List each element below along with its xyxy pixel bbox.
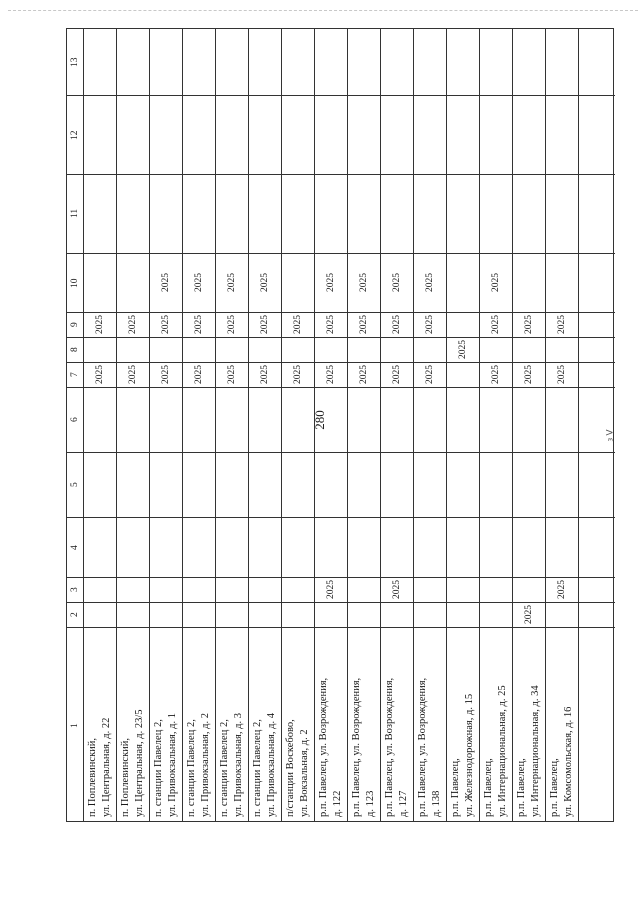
address-line-settlement: п/станции Воскебово, [284, 719, 296, 817]
column-header-1: 1 [70, 722, 80, 728]
cell-year-col-9: 2025 [391, 315, 402, 334]
cell-year-col-9: 2025 [226, 315, 237, 334]
cell-year-col-7: 2025 [127, 365, 138, 384]
cell-year-col-7: 2025 [391, 365, 402, 384]
cell-year-col-9: 2025 [127, 315, 138, 334]
address-line-settlement: р.п. Павелец, [548, 758, 560, 817]
cell-year-col-9: 2025 [94, 315, 105, 334]
margin-mark: з ᐯ [604, 429, 615, 442]
table-column-divider [67, 253, 615, 254]
address-line-settlement: п. станции Павелец 2, [185, 719, 197, 817]
table-column-divider [67, 337, 615, 338]
cell-year-col-2: 2025 [523, 605, 534, 624]
column-header-2: 2 [70, 612, 80, 617]
column-header-10: 10 [70, 278, 80, 288]
table-row-divider [413, 29, 414, 821]
cell-year-col-7: 2025 [490, 365, 501, 384]
address-line-street: д. 138 [430, 790, 442, 817]
cell-year-col-7: 2025 [523, 365, 534, 384]
address-line-street: ул. Привокзальная, д. 3 [232, 713, 244, 817]
cell-year-col-3: 2025 [325, 580, 336, 599]
address-line-street: ул. Центральная, д. 22 [100, 717, 112, 817]
cell-year-col-7: 2025 [94, 365, 105, 384]
cell-year-col-10: 2025 [226, 273, 237, 292]
address-line-street: ул. Комсомольская, д. 16 [562, 706, 574, 817]
cell-year-col-10: 2025 [391, 273, 402, 292]
cell-year-col-9: 2025 [523, 315, 534, 334]
address-line-street: д. 127 [397, 790, 409, 817]
cell-year-col-9: 2025 [259, 315, 270, 334]
cell-year-col-10: 2025 [193, 273, 204, 292]
address-line-street: ул. Интернациональная, д. 25 [496, 685, 508, 817]
column-header-3: 3 [70, 587, 80, 592]
table-row-divider [182, 29, 183, 821]
address-line-street: ул. Привокзальная, д. 2 [199, 713, 211, 817]
table-column-divider [67, 577, 615, 578]
cell-year-col-3: 2025 [391, 580, 402, 599]
column-header-5: 5 [70, 482, 80, 487]
table-row-divider [215, 29, 216, 821]
table-row-divider [512, 29, 513, 821]
cell-year-col-10: 2025 [325, 273, 336, 292]
column-header-11: 11 [70, 208, 80, 218]
cell-year-col-9: 2025 [424, 315, 435, 334]
address-line-settlement: п. станции Павелец 2, [218, 719, 230, 817]
rotated-table [66, 28, 614, 822]
table-column-divider [67, 387, 615, 388]
table-row-divider [446, 29, 447, 821]
column-header-4: 4 [70, 544, 80, 550]
cell-year-col-9: 2025 [193, 315, 204, 334]
cell-year-col-10: 2025 [259, 273, 270, 292]
cell-year-col-9: 2025 [160, 315, 171, 334]
cell-year-col-7: 2025 [424, 365, 435, 384]
address-line-street: ул. Центральная, д. 23/5 [133, 709, 145, 817]
address-line-street: ул. Железнодорожная, д. 15 [463, 693, 475, 817]
table-row-divider [83, 29, 84, 821]
column-header-6: 6 [70, 417, 80, 422]
cell-year-col-9: 2025 [490, 315, 501, 334]
address-line-settlement: р.п. Павелец, [482, 758, 494, 817]
table-column-divider [67, 362, 615, 363]
cell-year-col-7: 2025 [193, 365, 204, 384]
table-row-divider [347, 29, 348, 821]
cell-year-col-10: 2025 [490, 273, 501, 292]
cell-year-col-10: 2025 [358, 273, 369, 292]
table-column-divider [67, 452, 615, 453]
table-column-divider [67, 627, 615, 628]
address-line-street: д. 123 [364, 790, 376, 817]
table-row-divider [149, 29, 150, 821]
table-row-divider [314, 29, 315, 821]
column-header-8: 8 [70, 347, 80, 352]
column-header-9: 9 [70, 322, 80, 327]
address-line-settlement: р.п. Павелец, ул. Возрождения, [383, 677, 395, 817]
column-header-12: 12 [70, 130, 80, 140]
cell-year-col-7: 2025 [358, 365, 369, 384]
page-number: 280 [311, 410, 327, 430]
table-row-divider [578, 29, 579, 821]
table-column-divider [67, 312, 615, 313]
column-header-13: 13 [70, 57, 80, 67]
address-line-street: ул. Вокзальная, д. 2 [298, 729, 310, 817]
cell-year-col-9: 2025 [556, 315, 567, 334]
address-line-settlement: р.п. Павелец, ул. Возрождения, [317, 677, 329, 817]
table-row-divider [248, 29, 249, 821]
cell-year-col-10: 2025 [160, 273, 171, 292]
column-header-7: 7 [70, 372, 80, 377]
cell-year-col-3: 2025 [556, 580, 567, 599]
cell-year-col-10: 2025 [424, 273, 435, 292]
table-column-divider [67, 602, 615, 603]
address-line-settlement: п. Поплевинский, [119, 737, 131, 817]
cell-year-col-8: 2025 [457, 340, 468, 359]
address-line-street: ул. Интернациональная, д. 34 [529, 685, 541, 817]
address-line-street: ул. Привокзальная, д. 1 [166, 713, 178, 817]
address-line-settlement: п. станции Павелец 2, [152, 719, 164, 817]
address-line-settlement: п. Поплевинский, [86, 737, 98, 817]
cell-year-col-9: 2025 [358, 315, 369, 334]
table-column-divider [67, 517, 615, 518]
cell-year-col-7: 2025 [325, 365, 336, 384]
address-line-street: д. 122 [331, 790, 343, 817]
address-line-settlement: р.п. Павелец, [449, 758, 461, 817]
address-line-settlement: р.п. Павелец, [515, 758, 527, 817]
scan-edge-line [8, 10, 638, 11]
address-line-settlement: п. станции Павелец 2, [251, 719, 263, 817]
table-row-divider [380, 29, 381, 821]
cell-year-col-9: 2025 [292, 315, 303, 334]
table-row-divider [116, 29, 117, 821]
address-line-settlement: р.п. Павелец, ул. Возрождения, [350, 677, 362, 817]
cell-year-col-7: 2025 [160, 365, 171, 384]
cell-year-col-7: 2025 [226, 365, 237, 384]
cell-year-col-7: 2025 [292, 365, 303, 384]
cell-year-col-7: 2025 [556, 365, 567, 384]
table-row-divider [545, 29, 546, 821]
cell-year-col-7: 2025 [259, 365, 270, 384]
address-line-street: ул. Привокзальная, д. 4 [265, 713, 277, 817]
table-row-divider [479, 29, 480, 821]
cell-year-col-9: 2025 [325, 315, 336, 334]
address-line-settlement: р.п. Павелец, ул. Возрождения, [416, 677, 428, 817]
table-column-divider [67, 174, 615, 175]
table-column-divider [67, 95, 615, 96]
table-row-divider [281, 29, 282, 821]
